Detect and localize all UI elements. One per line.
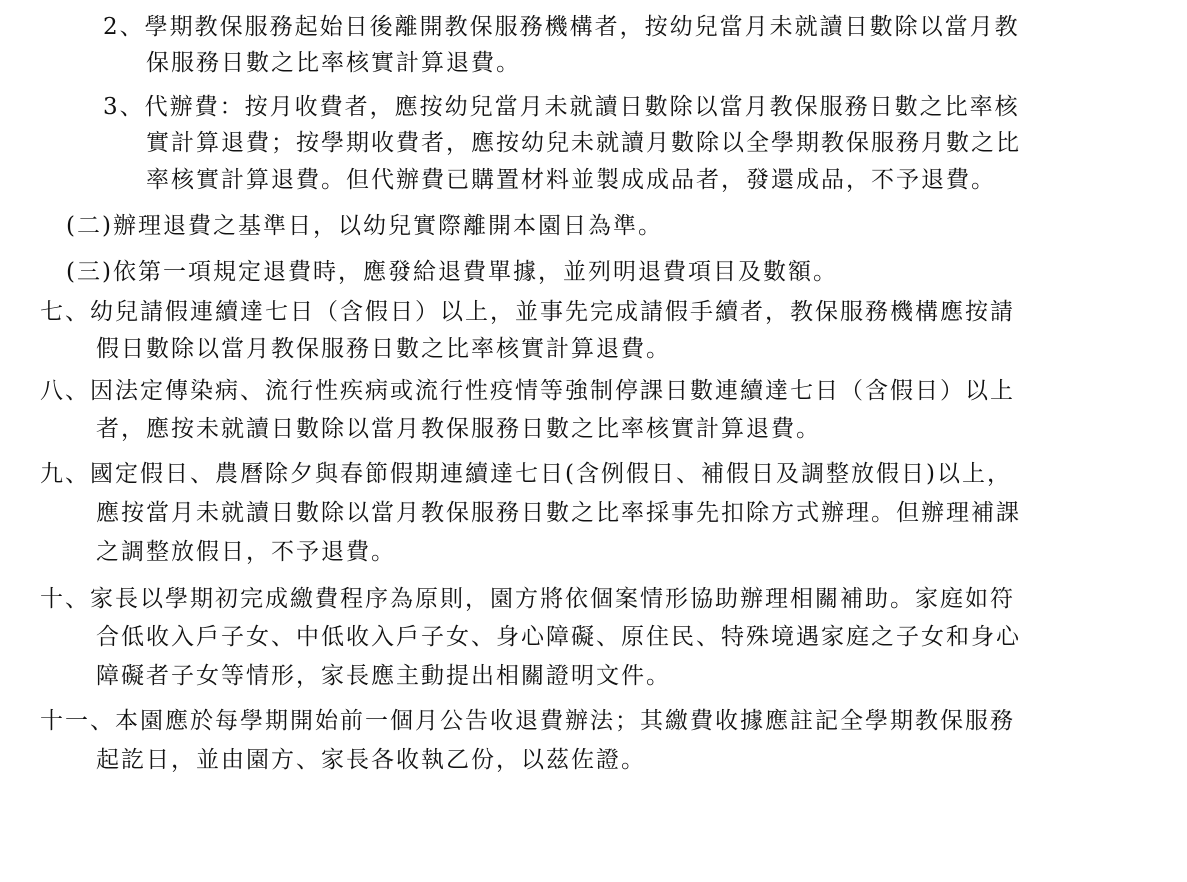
text-line: 十、家長以學期初完成繳費程序為原則，園方將依個案情形協助辦理相關補助。家庭如符 [40,586,1015,612]
text-line: (二)辦理退費之基準日，以幼兒實際離開本園日為準。 [66,213,663,239]
text-line: 障礙者子女等情形，家長應主動提出相關證明文件。 [96,663,671,689]
text-line: 合低收入戶子女、中低收入戶子女、身心障礙、原住民、特殊境遇家庭之子女和身心 [96,624,1021,650]
text-line: 七、幼兒請假連續達七日（含假日）以上，並事先完成請假手續者，教保服務機構應按請 [40,299,1015,325]
text-line: 者，應按未就讀日數除以當月教保服務日數之比率核實計算退費。 [96,416,821,442]
text-line: 應按當月未就讀日數除以當月教保服務日數之比率採事先扣除方式辦理。但辦理補課 [96,500,1021,526]
text-line: 八、因法定傳染病、流行性疾病或流行性疫情等強制停課日數連續達七日（含假日）以上 [40,378,1015,404]
text-line: 假日數除以當月教保服務日數之比率核實計算退費。 [96,336,671,362]
text-line: 3、代辦費：按月收費者，應按幼兒當月未就讀日數除以當月教保服務日數之比率核 [103,94,1020,120]
text-line: 保服務日數之比率核實計算退費。 [146,50,521,76]
text-line: 實計算退費；按學期收費者，應按幼兒未就讀月數除以全學期教保服務月數之比 [146,130,1021,156]
text-line: 十一、本園應於每學期開始前一個月公告收退費辦法；其繳費收據應註記全學期教保服務 [40,708,1015,734]
text-line: 九、國定假日、農曆除夕與春節假期連續達七日(含例假日、補假日及調整放假日)以上， [40,461,1012,487]
text-line: 率核實計算退費。但代辦費已購置材料並製成成品者，發還成品，不予退費。 [146,167,996,193]
text-line: 起訖日，並由園方、家長各收執乙份，以茲佐證。 [96,747,646,773]
text-line: 之調整放假日，不予退費。 [96,539,396,565]
text-line: 2、學期教保服務起始日後離開教保服務機構者，按幼兒當月未就讀日數除以當月教 [103,14,1020,40]
text-line: (三)依第一項規定退費時，應發給退費單據，並列明退費項目及數額。 [66,259,838,285]
